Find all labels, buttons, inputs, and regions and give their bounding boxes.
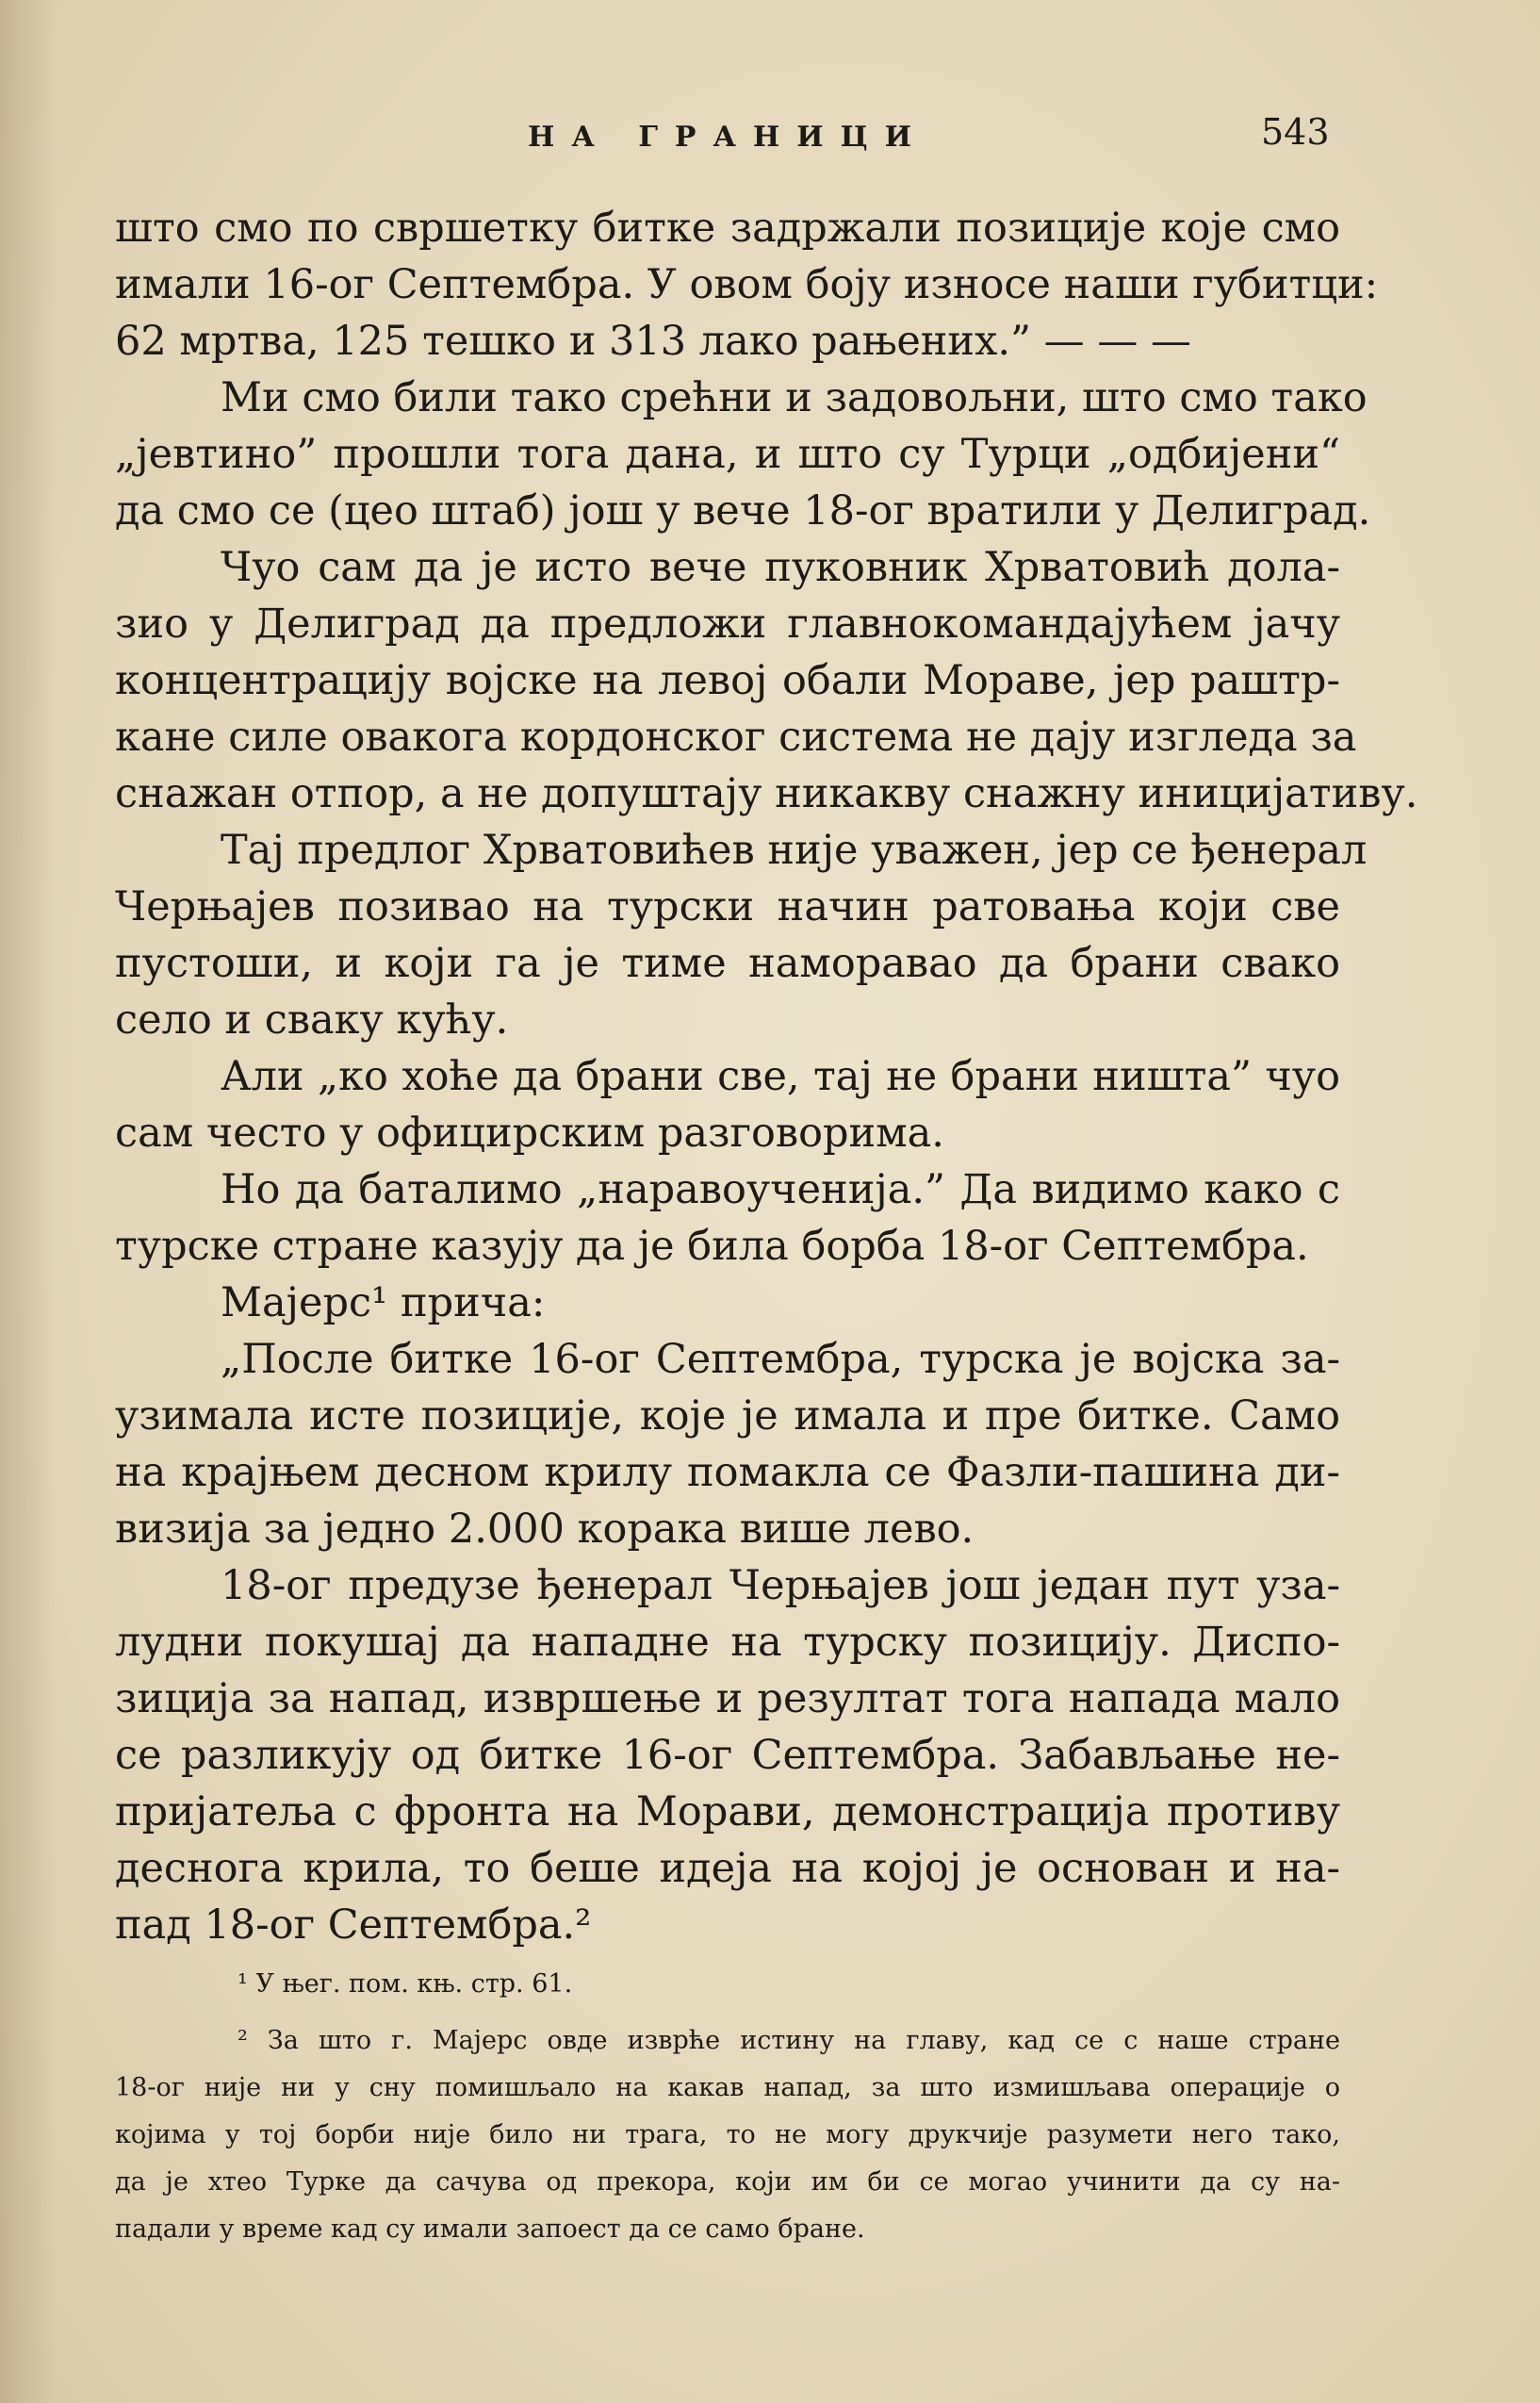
text-line: пад 18-ог Септембра.² bbox=[115, 1901, 592, 1949]
text-line: Чуо сам да је исто вече пуковник Хрватовић дола- bbox=[221, 544, 1340, 591]
body-text bbox=[115, 200, 1418, 1953]
text-line: Тај предлог Хрватовићев није уважен, јер се ђенерал bbox=[221, 827, 1368, 874]
text-line: концентрацију војске на левој обали Мораве, јер раштр- bbox=[115, 657, 1340, 704]
text-line: Черњајев позивао на турски начин ратовања који све bbox=[115, 883, 1340, 930]
text-line: визија за једно 2.000 корака више лево. bbox=[115, 1506, 975, 1553]
text-line: се разликују од битке 16-ог Септембра. Забављање не- bbox=[115, 1732, 1340, 1779]
text-line: пријатеља с фронта на Морави, демонстрација противу bbox=[115, 1788, 1340, 1835]
text-line: имали 16-ог Септембра. У овом боју износе наши губитци: bbox=[115, 261, 1379, 308]
text-line: зио у Делиград да предложи главнокомандајућем јачу bbox=[115, 601, 1340, 648]
text-line: пустоши, и који га је тиме наморавао да брани свако bbox=[115, 940, 1340, 987]
text-line: 18-ог предузе ђенерал Черњајев још један пут уза- bbox=[221, 1562, 1340, 1609]
text-line: зиција за напад, извршење и резултат тога напада мало bbox=[115, 1675, 1340, 1722]
footnote-line: ² За што г. Мајерс овде изврће истину на главу, кад се с наше стране bbox=[238, 2026, 1340, 2055]
text-line: да смо се (цео штаб) још у вече 18-ог вратили у Делиград. bbox=[115, 487, 1371, 535]
running-title: НА ГРАНИЦИ bbox=[528, 121, 928, 154]
text-line: Но да баталимо „наравоученија.” Да видимо како с bbox=[221, 1166, 1340, 1213]
text-line: Али „ко хоће да брани све, тај не брани ништа” чуо bbox=[221, 1053, 1340, 1100]
text-line: Мајерс¹ прича: bbox=[221, 1279, 546, 1326]
text-line: Ми смо били тако срећни и задовољни, што смо тако bbox=[221, 374, 1368, 421]
page-edge-shadow bbox=[0, 0, 57, 2403]
text-line: турске стране казују да је била борба 18-ог Септембра. bbox=[115, 1223, 1309, 1270]
text-line: 62 мртва, 125 тешко и 313 лако рањених.” — — — bbox=[115, 318, 1191, 365]
text-line: кане силе овакога кордонског система не дају изгледа за bbox=[115, 714, 1357, 761]
text-line: „После битке 16-ог Септембра, турска је војска за- bbox=[221, 1336, 1340, 1383]
text-line: деснога крила, то беше идеја на којој је основан и на- bbox=[115, 1845, 1340, 1892]
footnote-line: падали у време кад су имали запоест да се само бране. bbox=[115, 2214, 865, 2244]
footnote-line: 18-ог није ни у сну помишљало на какав напад, за што измишљава операције о bbox=[115, 2073, 1340, 2102]
text-line: што смо по свршетку битке задржали позиције које смо bbox=[115, 205, 1340, 252]
footnote-line: да је хтео Турке да сачува од прекора, који им би се могао учинити да су на- bbox=[115, 2167, 1340, 2197]
page-header bbox=[0, 111, 1540, 168]
text-line: на крајњем десном крилу помакла се Фазли-пашина ди- bbox=[115, 1449, 1340, 1496]
text-line: снажан отпор, а не допуштају никакву снажну иницијативу. bbox=[115, 770, 1418, 817]
text-line: узимала исте позиције, које је имала и пре битке. Само bbox=[115, 1392, 1340, 1440]
footnote-gap bbox=[115, 2008, 1340, 2017]
footnotes bbox=[115, 1961, 1340, 2253]
footnote-line: којима у тој борби није било ни трага, то не могу друкчије разумети него тако, bbox=[115, 2120, 1340, 2149]
page-number: 543 bbox=[1261, 111, 1330, 153]
text-line: село и сваку кућу. bbox=[115, 996, 509, 1044]
text-line: „јевтино” прошли тога дана, и што су Турци „одбијени“ bbox=[115, 431, 1340, 478]
text-line: лудни покушај да нападне на турску позицију. Диспо- bbox=[115, 1619, 1340, 1666]
text-line: сам често у официрским разговорима. bbox=[115, 1110, 944, 1157]
footnote-line: ¹ У њег. пом. књ. стр. 61. bbox=[238, 1969, 573, 1999]
